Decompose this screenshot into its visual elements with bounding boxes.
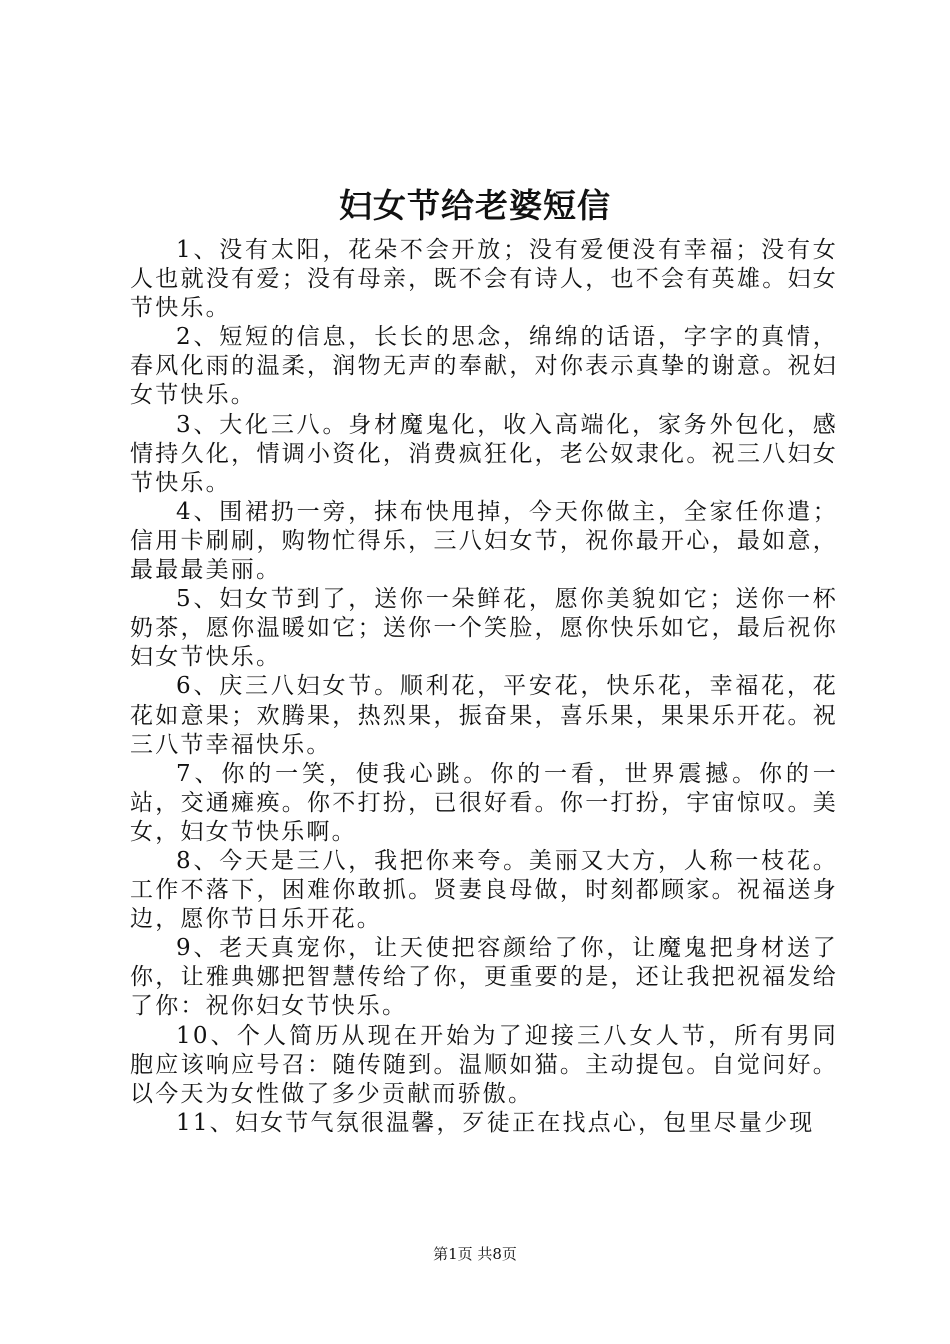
paragraph-9: 9、老天真宠你，让天使把容颜给了你，让魔鬼把身材送了你，让雅典娜把智慧传给了你，更重要的是，还让我把祝福发给了你：祝你妇女节快乐。	[130, 935, 838, 1020]
paragraph-3: 3、大化三八。身材魔鬼化，收入高端化，家务外包化，感情持久化，情调小资化，消费疯狂化，老公奴隶化。祝三八妇女节快乐。	[130, 411, 838, 496]
paragraph-1: 1、没有太阳，花朵不会开放；没有爱便没有幸福；没有女人也就没有爱；没有母亲，既不会有诗人，也不会有英雄。妇女节快乐。	[130, 237, 838, 322]
paragraph-11: 11、妇女节气氛很温馨，歹徒正在找点心，包里尽量少现	[176, 1109, 815, 1136]
paragraph-2: 2、短短的信息，长长的思念，绵绵的话语，字字的真情，春风化雨的温柔，润物无声的奉献，对你表示真挚的谢意。祝妇女节快乐。	[130, 324, 838, 409]
paragraph-7: 7、你的一笑，使我心跳。你的一看，世界震撼。你的一站，交通瘫痪。你不打扮，已很好看。你一打扮，宇宙惊叹。美女，妇女节快乐啊。	[130, 760, 838, 845]
paragraph-8: 8、今天是三八，我把你来夸。美丽又大方，人称一枝花。工作不落下，困难你敢抓。贤妻良母做，时刻都顾家。祝福送身边，愿你节日乐开花。	[130, 847, 838, 933]
document-body	[130, 236, 838, 1138]
paragraph-10: 10、个人简历从现在开始为了迎接三八女人节，所有男同胞应该响应号召：随传随到。温顺如猫。主动提包。自觉问好。以今天为女性做了多少贡献而骄傲。	[130, 1022, 838, 1107]
page-number: 第1页 共8页	[433, 1245, 517, 1263]
paragraph-5: 5、妇女节到了，送你一朵鲜花，愿你美貌如它；送你一杯奶茶，愿你温暖如它；送你一个笑脸，愿你快乐如它，最后祝你妇女节快乐。	[130, 586, 838, 671]
paragraph-4: 4、围裙扔一旁，抹布快甩掉，今天你做主，全家任你遣；信用卡刷刷，购物忙得乐，三八妇女节，祝你最开心，最如意，最最最美丽。	[130, 498, 838, 584]
page-title: 妇女节给老婆短信	[339, 186, 611, 225]
paragraph-6: 6、庆三八妇女节。顺利花，平安花，快乐花，幸福花，花花如意果；欢腾果，热烈果，振奋果，喜乐果，果果乐开花。祝三八节幸福快乐。	[130, 673, 838, 758]
